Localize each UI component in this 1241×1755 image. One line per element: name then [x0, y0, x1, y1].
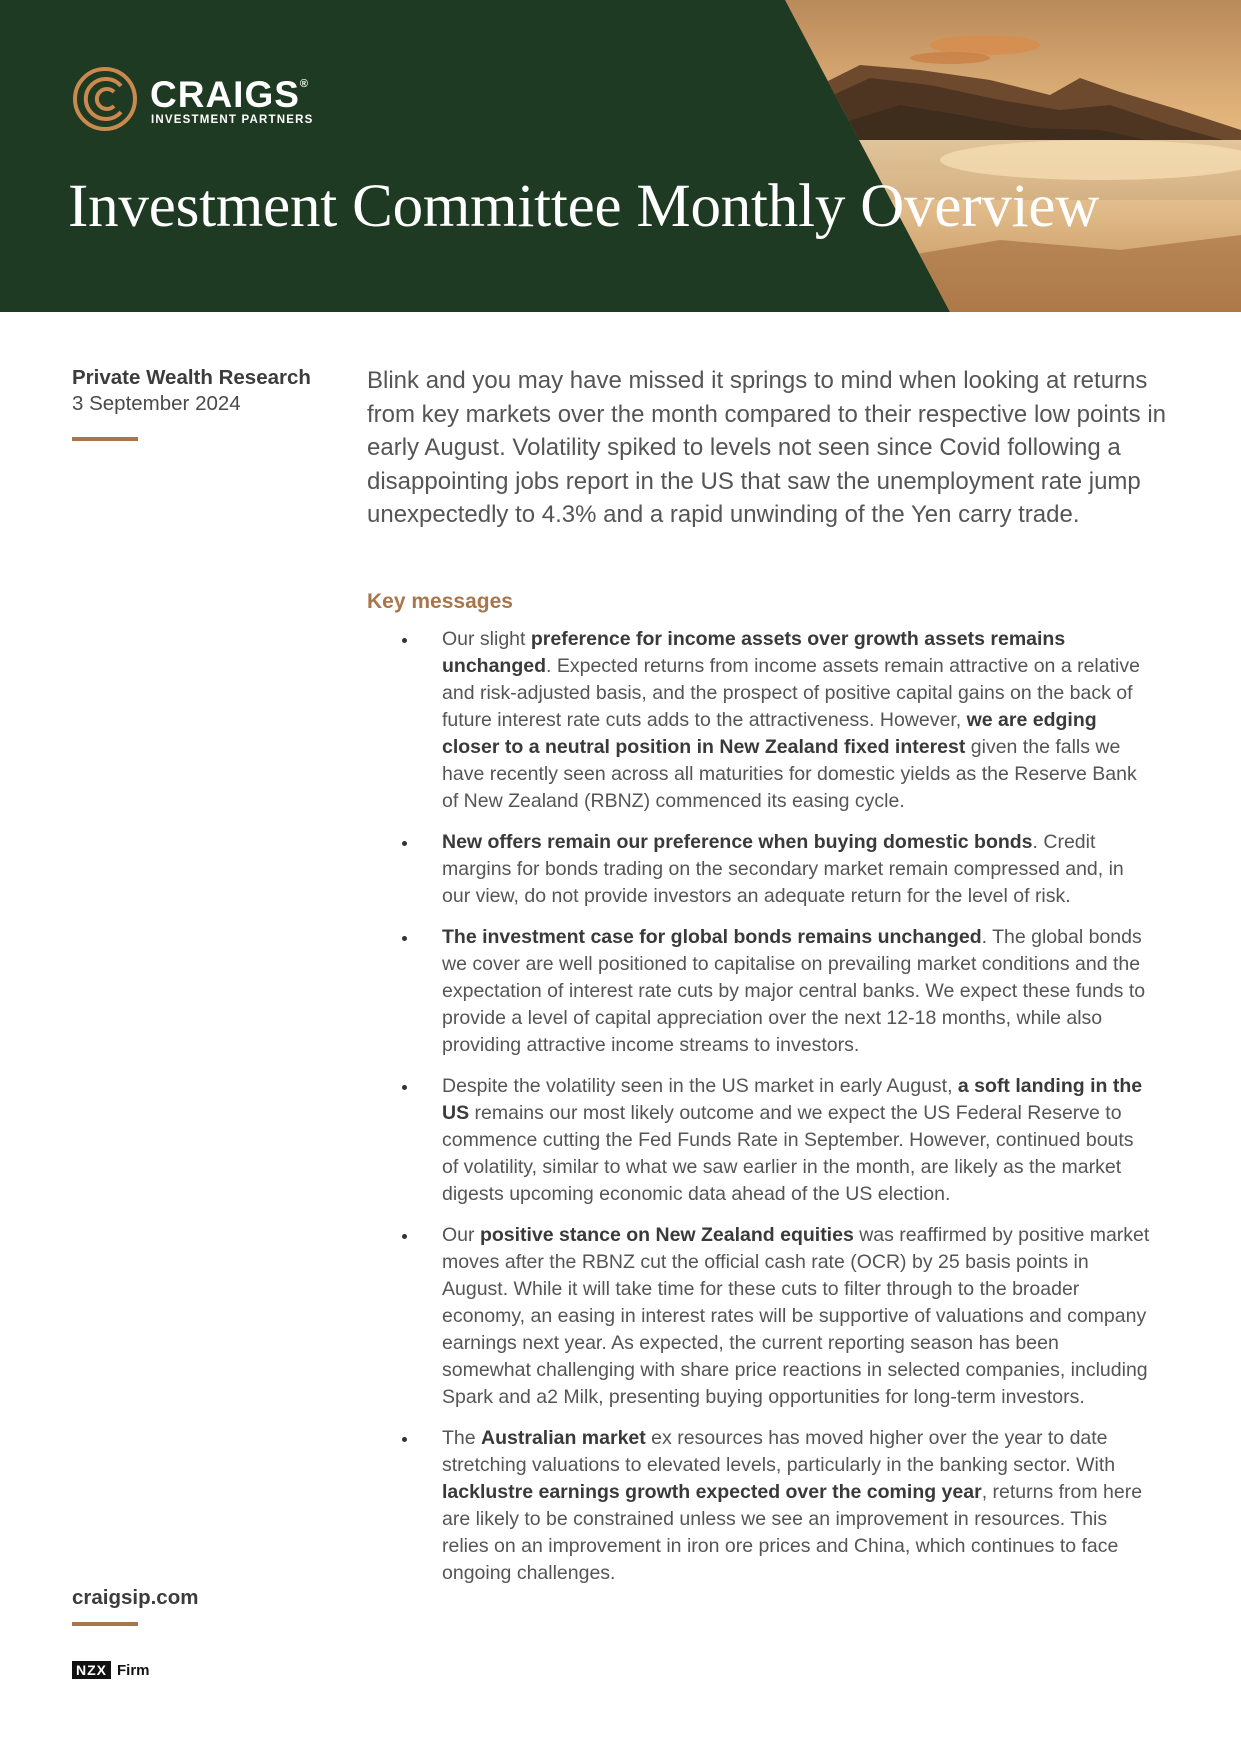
craigs-logo-icon [72, 66, 138, 132]
list-item: The investment case for global bonds remains unchanged. The global bonds we cover are well positioned to capitalise on prevailing market conditions and the expectation of interest rate cuts by major central banks. We expect these funds to provide a level of capital appreciation over the next 12-18 months, while also providing attractive income streams to investors. [402, 924, 1152, 1059]
sidebar-divider [72, 437, 138, 441]
key-messages-heading: Key messages [367, 590, 513, 613]
nzx-logo: NZX [72, 1661, 111, 1679]
logo-wordmark: CRAIGS® [150, 74, 310, 115]
bullet-icon [402, 936, 407, 941]
list-item: New offers remain our preference when buying domestic bonds. Credit margins for bonds trading on the secondary market remain compressed and, in our view, do not provide investors an adequate return for the level of risk. [402, 829, 1152, 910]
sidebar-title: Private Wealth Research [72, 366, 311, 389]
nzx-firm-label: Firm [117, 1661, 150, 1679]
list-item: Despite the volatility seen in the US market in early August, a soft landing in the US remains our most likely outcome and we expect the US Federal Reserve to commence cutting the Fed Funds Rate in September. However, continued bouts of volatility, similar to what we saw earlier in the month, are likely as the market digests upcoming economic data ahead of the US election. [402, 1073, 1152, 1208]
bullet-icon [402, 1234, 407, 1239]
intro-paragraph: Blink and you may have missed it springs to mind when looking at returns from key markets over the month compared to their respective low points in early August. Volatility spiked to levels not seen since Covid following a disappointing jobs report in the US that saw the unemployment rate jump unexpectedly to 4.3% and a rapid unwinding of the Yen carry trade. [367, 367, 1167, 528]
bullet-icon [402, 1437, 407, 1442]
publication-date: 3 September 2024 [72, 392, 241, 415]
logo-subtitle: INVESTMENT PARTNERS [151, 114, 314, 126]
mountain-sunset-image [0, 0, 1241, 312]
footer-divider [72, 1622, 138, 1626]
page-title: Investment Committee Monthly Overview [68, 173, 1100, 240]
list-item: Our slight preference for income assets over growth assets remains unchanged. Expected returns from income assets remain attractive on a relative and risk-adjusted basis, and the prospect of positive capital gains on the back of future interest rate cuts adds to the attractiveness. However, we are edging closer to a neutral position in New Zealand fixed interest given the falls we have recently seen across all maturities for domestic yields as the Reserve Bank of New Zealand (RBNZ) commenced its easing cycle. [402, 626, 1152, 815]
bullet-icon [402, 1085, 407, 1090]
header-banner [0, 0, 1241, 312]
craigs-logo [72, 66, 332, 136]
website-link[interactable]: craigsip.com [72, 1586, 199, 1609]
list-item: Our positive stance on New Zealand equities was reaffirmed by positive market moves after the RBNZ cut the official cash rate (OCR) by 25 basis points in August. While it will take time for these cuts to filter through to the broader economy, an easing in interest rates will be supportive of valuations and company earnings next year. As expected, the current reporting season has been somewhat challenging with share price reactions in selected companies, including Spark and a2 Milk, presenting buying opportunities for long-term investors. [402, 1222, 1152, 1411]
key-messages-list [402, 626, 1152, 1601]
bullet-icon [402, 638, 407, 643]
nzx-firm-badge [72, 1661, 150, 1679]
list-item: The Australian market ex resources has moved higher over the year to date stretching valuations to elevated levels, particularly in the banking sector. With lacklustre earnings growth expected over the coming year, returns from here are likely to be constrained unless we see an improvement in resources. This relies on an improvement in iron ore prices and China, which continues to face ongoing challenges. [402, 1425, 1152, 1587]
bullet-icon [402, 841, 407, 846]
